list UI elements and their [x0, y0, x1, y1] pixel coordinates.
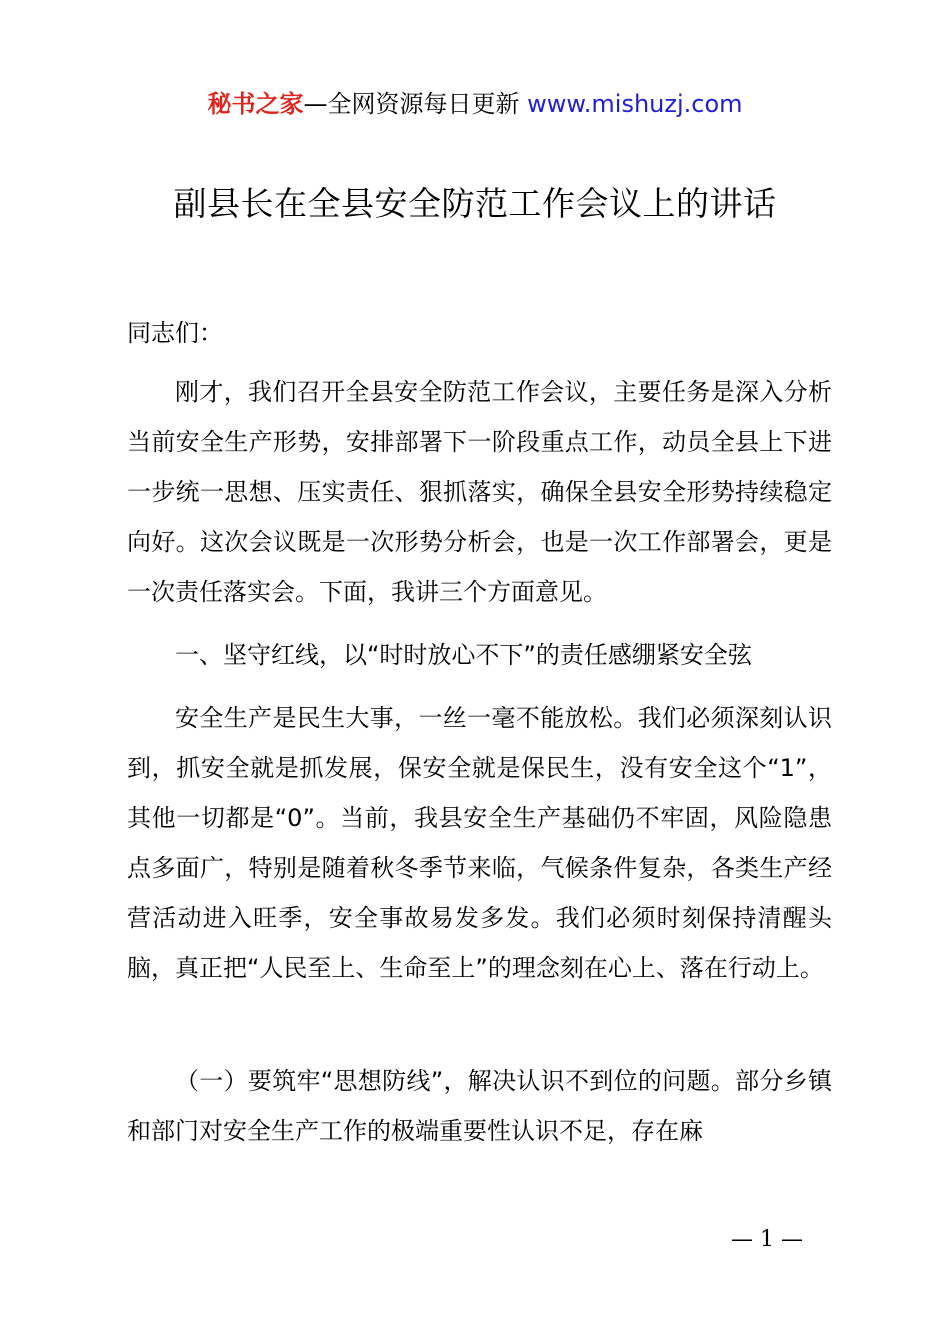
site-url[interactable]: www.mishuzj.com — [527, 90, 743, 118]
intro-paragraph: 刚才，我们召开全县安全防范工作会议，主要任务是深入分析当前安全生产形势，安排部署下一阶段重点工作，动员全县上下进一步统一思想、压实责任、狠抓落实，确保全县安全形势持续稳定向好。这次会议既是一次形势分析会，也是一次工作部署会，更是一次责任落实会。下面，我讲三个方面意见。 — [127, 378, 832, 606]
greeting: 同志们： — [127, 319, 223, 347]
section-1-paragraph-1: 安全生产是民生大事，一丝一毫不能放松。我们必须深刻认识到，抓安全就是抓发展，保安全就是保民生，没有安全这个“1”，其他一切都是“0”。当前，我县安全生产基础仍不牢固，风险隐患点多面广，特别是随着秋冬季节来临，气候条件复杂，各类生产经营活动进入旺季，安全事故易发多发。我们必须时刻保持清醒头脑，真正把“人民至上、生命至上”的理念刻在心上、落在行动上。 — [127, 704, 832, 982]
document-title: 副县长在全县安全防范工作会议上的讲话 — [173, 184, 777, 223]
site-brand: 秘书之家 — [207, 90, 304, 118]
section-heading-1: 一、坚守红线，以“时时放心不下”的责任感绷紧安全弦 — [175, 641, 752, 669]
section-1-paragraph-2: （一）要筑牢“思想防线”，解决认识不到位的问题。部分乡镇和部门对安全生产工作的极端重要性认识不足，存在麻 — [127, 1067, 832, 1145]
site-tagline: —全网资源每日更新 — [303, 90, 528, 118]
site-header — [0, 86, 950, 122]
page-number: — 1 — — [731, 1227, 803, 1252]
